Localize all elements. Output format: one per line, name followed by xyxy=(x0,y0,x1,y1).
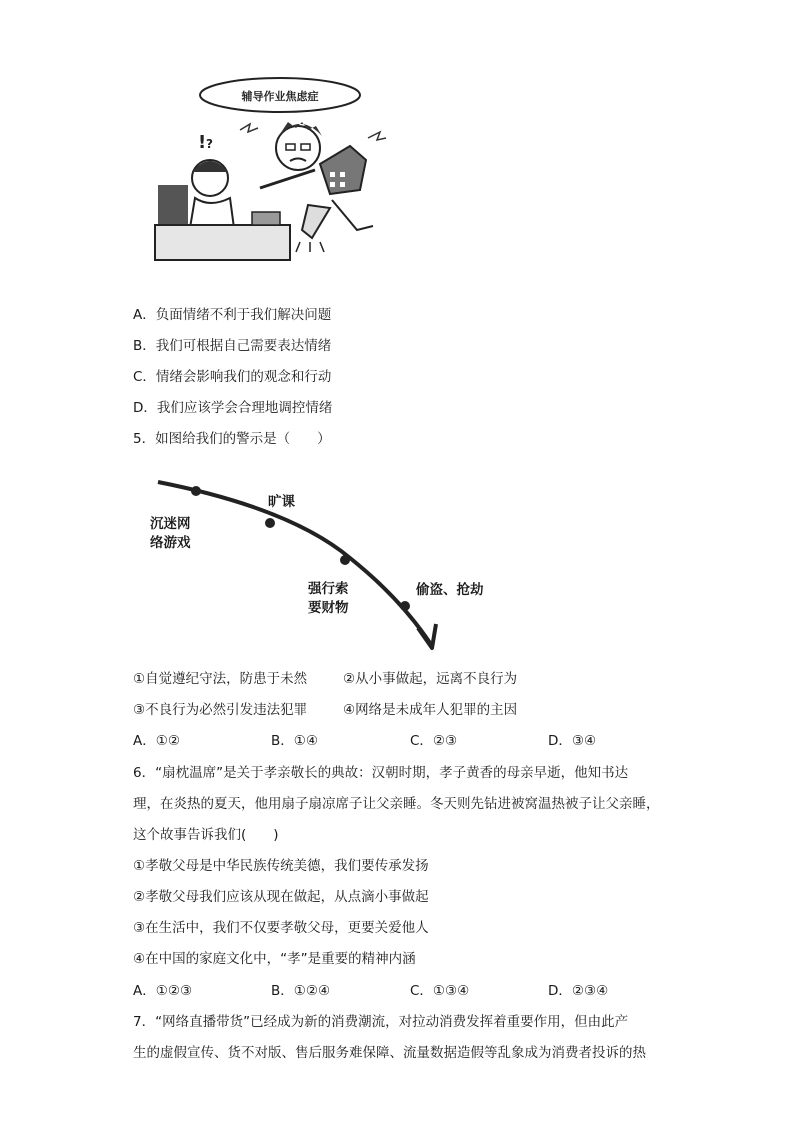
choice-c: C．②③ xyxy=(410,733,458,749)
question-6-stem-line-1: 6．“扇枕温席”是关于孝亲敬长的典故：汉朝时期，孝子黄香的母亲早逝，他知书达 xyxy=(133,765,629,781)
statement-2: ②孝敬父母我们应该从现在做起，从点滴小事做起 xyxy=(133,889,429,905)
choice-b: B．①②④ xyxy=(271,983,331,999)
path-point-1 xyxy=(191,486,201,496)
cartoon-illustration xyxy=(140,60,410,265)
choice-c: C．①③④ xyxy=(410,983,470,999)
statement-1: ①孝敬父母是中华民族传统美德，我们要传承发扬 xyxy=(133,858,429,874)
choice-a: A．①② xyxy=(133,733,180,749)
svg-text:!: ! xyxy=(198,132,207,153)
cartoon-caption: 辅导作业焦虑症 xyxy=(241,90,319,103)
choice-a: A．①②③ xyxy=(133,983,193,999)
label-theft-robbery: 偷盗、抢劫 xyxy=(416,582,484,598)
question-6-stem-line-3: 这个故事告诉我们( ) xyxy=(133,827,279,843)
warning-path-diagram xyxy=(140,468,520,660)
statement-3: ③不良行为必然引发违法犯罪 xyxy=(133,702,308,718)
label-extortion-2: 要财物 xyxy=(308,600,349,616)
statement-3: ③在生活中，我们不仅要孝敬父母，更要关爱他人 xyxy=(133,920,429,936)
choice-d: D．③④ xyxy=(548,733,597,749)
option-d: D．我们应该学会合理地调控情绪 xyxy=(133,400,333,416)
choice-b: B．①④ xyxy=(271,733,318,749)
label-internet-addiction-2: 络游戏 xyxy=(150,535,191,551)
statement-4: ④网络是未成年人犯罪的主因 xyxy=(343,702,518,718)
option-b: B．我们可根据自己需要表达情绪 xyxy=(133,338,332,354)
label-internet-addiction-1: 沉迷网 xyxy=(150,516,191,532)
label-truancy: 旷课 xyxy=(268,494,295,510)
label-extortion-1: 强行索 xyxy=(308,581,349,597)
question-5-stem: 5．如图给我们的警示是（ ） xyxy=(133,431,331,447)
question-7-stem-line-2: 生的虚假宣传、货不对版、售后服务难保障、流量数据造假等乱象成为消费者投诉的热 xyxy=(133,1045,646,1061)
statement-2: ②从小事做起，远离不良行为 xyxy=(343,671,518,687)
svg-text:?: ? xyxy=(206,137,213,151)
option-c: C．情绪会影响我们的观念和行动 xyxy=(133,369,332,385)
choice-d: D．②③④ xyxy=(548,983,609,999)
option-a: A．负面情绪不利于我们解决问题 xyxy=(133,307,332,323)
statement-4: ④在中国的家庭文化中，“孝”是重要的精神内涵 xyxy=(133,951,416,967)
path-point-3 xyxy=(340,555,350,565)
path-point-2 xyxy=(265,518,275,528)
question-7-stem-line-1: 7．“网络直播带货”已经成为新的消费潮流，对拉动消费发挥着重要作用，但由此产 xyxy=(133,1014,629,1030)
question-6-stem-line-2: 理，在炎热的夏天，他用扇子扇凉席子让父亲睡。冬天则先钻进被窝温热被子让父亲睡， xyxy=(133,796,660,812)
path-point-4 xyxy=(400,601,410,611)
statement-1: ①自觉遵纪守法，防患于未然 xyxy=(133,671,308,687)
